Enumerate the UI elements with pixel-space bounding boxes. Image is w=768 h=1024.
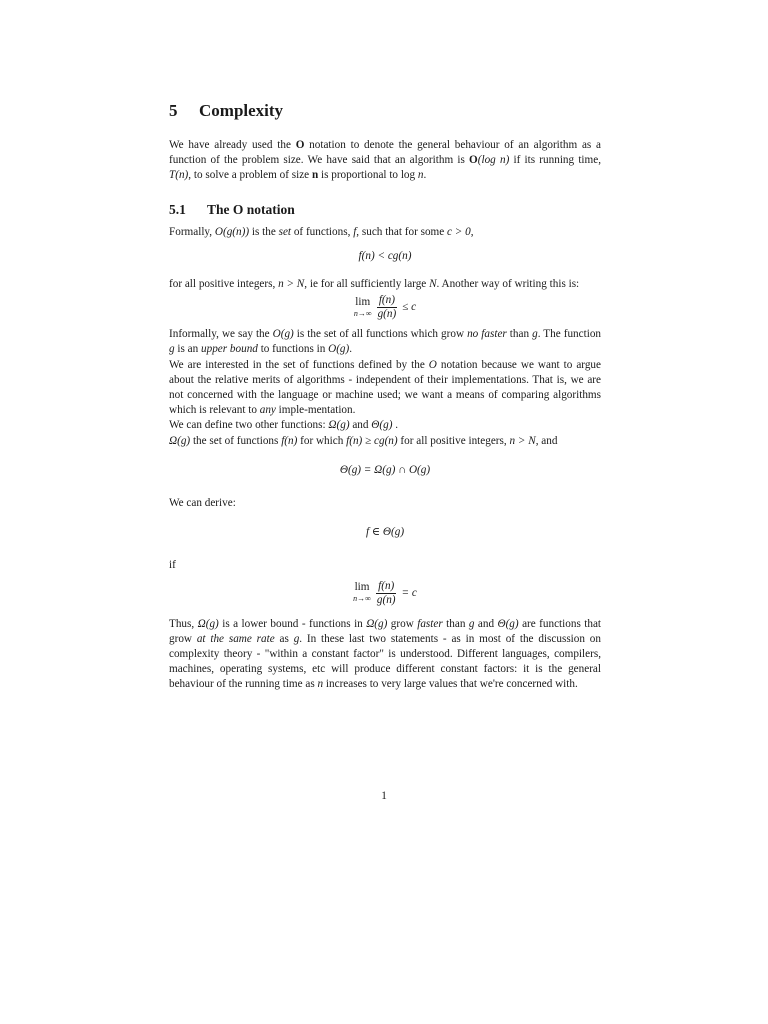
limit-operator <box>353 581 371 605</box>
math: O(g(n)) <box>214 225 250 238</box>
text: and <box>474 617 498 630</box>
math: f(n) ≥ cg(n) <box>346 434 398 447</box>
text: is proportional to log <box>318 169 418 182</box>
math: O <box>428 358 437 371</box>
paragraph-thus <box>169 617 601 693</box>
text: O <box>469 154 478 167</box>
math: g <box>293 632 300 645</box>
paragraph-interested <box>169 358 601 419</box>
text: is the set of all functions which grow <box>293 328 468 341</box>
intro-paragraph <box>169 138 601 184</box>
math: f <box>353 225 357 238</box>
math: Θ(g) = Ω(g) ∩ O(g) <box>339 463 431 476</box>
text: of functions, <box>291 225 354 238</box>
equation-4 <box>169 525 601 540</box>
math: Ω(g) <box>169 434 191 447</box>
section-number: 5 <box>169 101 178 120</box>
paragraph-formally <box>169 225 601 240</box>
math: O(g) <box>272 328 294 341</box>
lim-text: lim <box>354 581 370 594</box>
numerator: f(n) <box>378 579 395 592</box>
text: than <box>506 328 533 341</box>
text: . The function <box>537 328 602 341</box>
text: We have already used the <box>169 139 296 151</box>
text: grow <box>387 617 418 630</box>
text: for which <box>297 434 347 447</box>
math: O(g) <box>328 343 350 356</box>
fraction <box>375 580 398 607</box>
emphasis: set <box>278 225 292 238</box>
emphasis: at the same rate <box>196 632 275 645</box>
text: increases to very large values that we're concerned with. <box>323 678 578 691</box>
math: g <box>169 343 175 356</box>
limit-expression <box>353 580 417 607</box>
math: g <box>468 617 475 630</box>
math: f(n) <box>281 434 298 447</box>
text: O <box>295 139 305 151</box>
text: We are interested in the set of functions defined by the <box>169 358 429 371</box>
text: . In these last two statements - as in most of the discussion on complexity theory - "within a constant factor" is understood. Different languages, compilers, machines, operating systems, etc will produce different constant factors: it is the general behaviour of the running time as <box>169 632 601 691</box>
relation: = c <box>401 586 417 599</box>
text: , such that for some <box>356 225 448 238</box>
text: Formally, <box>169 225 215 238</box>
equation-1 <box>169 249 601 264</box>
limit-operator <box>354 296 372 320</box>
page-body <box>169 100 601 693</box>
text: than <box>442 617 469 630</box>
text: to functions in <box>257 343 329 356</box>
math: Ω(g) <box>328 419 350 432</box>
emphasis: any <box>259 404 276 417</box>
text: , <box>470 225 474 238</box>
text: for all positive integers, <box>169 278 279 291</box>
text: is an <box>174 343 202 356</box>
math: Ω(g) <box>366 617 388 630</box>
text: Informally, we say the <box>169 328 273 341</box>
emphasis: no faster <box>467 328 507 341</box>
numerator: f(n) <box>378 294 395 307</box>
math: N <box>429 278 437 291</box>
text: . <box>392 419 399 432</box>
page-number: 1 <box>381 790 387 802</box>
text: if its running time, <box>509 154 601 167</box>
math: Ω(g) <box>197 617 219 630</box>
text: , and <box>535 434 558 447</box>
section-title: Complexity <box>199 101 284 120</box>
subsection-title: The O notation <box>207 201 295 217</box>
limit-expression <box>354 294 416 321</box>
emphasis: upper bound <box>201 343 258 356</box>
emphasis: faster <box>417 617 443 630</box>
text: We can define two other functions: <box>169 419 329 432</box>
text: . Another way of writing this is: <box>436 278 580 291</box>
lim-subscript: n→∞ <box>353 308 372 318</box>
relation: ≤ c <box>402 301 417 314</box>
paragraph-define <box>169 418 601 433</box>
paragraph-omega <box>169 434 601 449</box>
subsection-heading <box>169 201 601 219</box>
text: is a lower bound - functions in <box>218 617 367 630</box>
text: notation because we want to argue about the relative merits of algorithms - independent of their implementations. That is, we are not concerned with the language or machine used; we want a means of comparing algorithms which is relevant to <box>169 358 601 417</box>
math: (log n) <box>477 154 510 167</box>
text: imple-mentation. <box>275 404 356 417</box>
text: is the <box>249 225 279 238</box>
math: g <box>532 328 538 341</box>
text: , to solve a problem of size <box>188 169 312 182</box>
math: n <box>417 169 424 182</box>
paragraph-positive-integers <box>169 277 601 292</box>
text: notation to denote the general behaviour of an algorithm as a function of the problem size. We have said that an algorithm is <box>169 139 602 167</box>
text: the set of functions <box>190 434 282 447</box>
text: and <box>349 419 372 432</box>
text: n <box>311 169 319 182</box>
math: T(n) <box>169 169 189 182</box>
paragraph-if: if <box>169 559 176 572</box>
text: as <box>274 632 294 645</box>
math: f ∈ Θ(g) <box>365 526 405 539</box>
section-heading <box>169 100 601 122</box>
paragraph-derive: We can derive: <box>169 497 236 510</box>
math: f(n) < cg(n) <box>358 249 412 262</box>
denominator: g(n) <box>377 308 397 321</box>
text: , ie for all sufficiently large <box>304 278 430 291</box>
math: n > N <box>278 278 305 291</box>
text: . <box>349 343 353 356</box>
lim-subscript: n→∞ <box>353 594 371 604</box>
text: Thus, <box>169 617 198 630</box>
fraction <box>376 294 399 321</box>
text: for all positive integers, <box>397 434 510 447</box>
math: n > N <box>509 434 536 447</box>
math: Θ(g) <box>371 419 393 432</box>
math: Θ(g) <box>497 617 519 630</box>
text: . <box>423 169 427 182</box>
subsection-number: 5.1 <box>169 201 186 217</box>
paragraph-informally <box>169 327 601 357</box>
lim-text: lim <box>355 295 371 308</box>
equation-5 <box>169 580 601 607</box>
equation-3 <box>169 463 601 478</box>
text: are functions that grow <box>169 617 602 645</box>
math: c > 0 <box>447 225 471 238</box>
equation-2 <box>169 294 601 321</box>
math: n <box>317 678 324 691</box>
denominator: g(n) <box>376 593 396 606</box>
